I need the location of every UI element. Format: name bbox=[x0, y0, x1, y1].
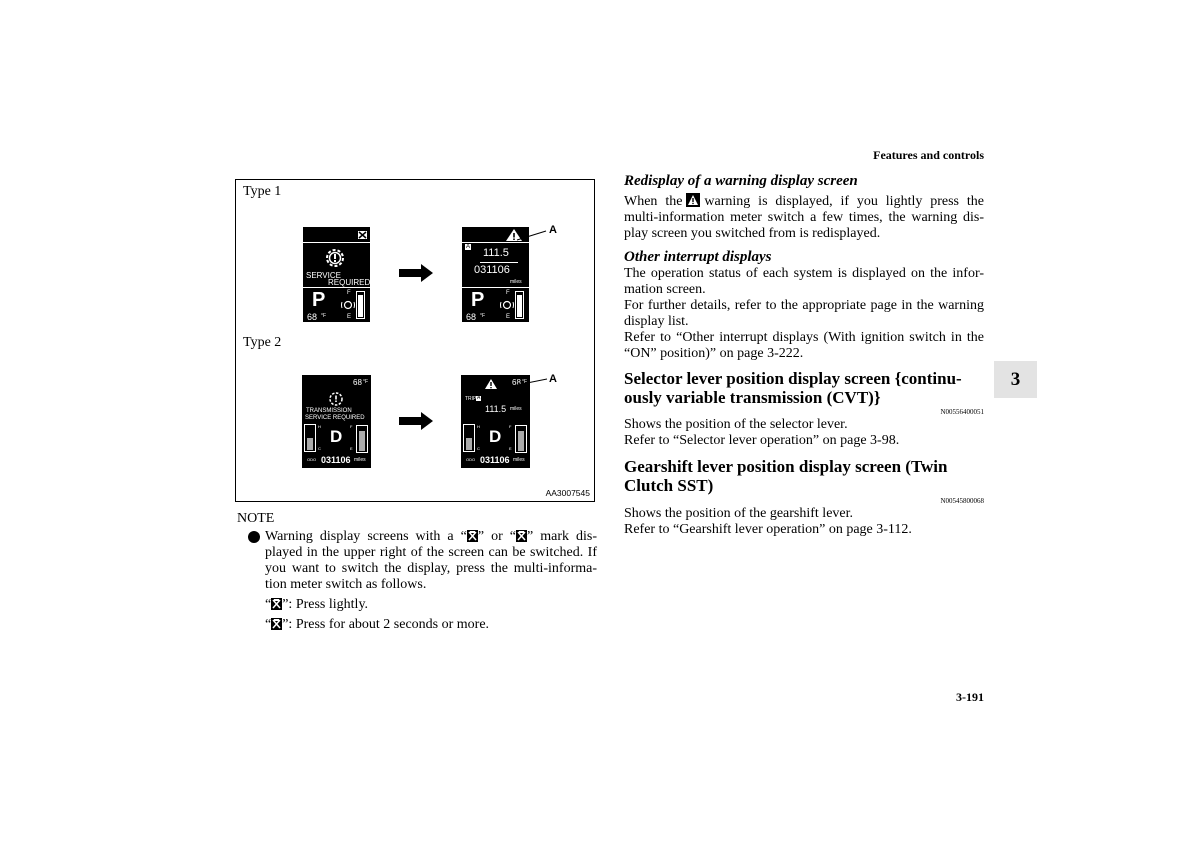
note-step-lightly: “ ”: Press lightly. bbox=[265, 597, 369, 612]
redisplay-line: multi-information meter switch a few times, the warning dis- bbox=[624, 210, 984, 225]
switch-mark-icon bbox=[467, 530, 478, 542]
hold-icon bbox=[341, 300, 355, 310]
note-body bbox=[265, 529, 597, 633]
redisplay-body bbox=[624, 193, 984, 242]
switch-mark-icon bbox=[271, 618, 282, 630]
gear-warning-icon bbox=[328, 391, 344, 407]
type2-trip-screen bbox=[461, 375, 530, 468]
note-line: played in the upper right of the screen can be switched. If bbox=[265, 545, 597, 560]
fuel-full-label: F bbox=[350, 424, 353, 429]
outside-temp: 68 bbox=[307, 312, 318, 322]
odometer-unit: miles bbox=[510, 279, 522, 285]
running-header: Features and controls bbox=[873, 148, 984, 162]
fuel-empty-label: E bbox=[506, 314, 511, 320]
odometer-value: 031106 bbox=[480, 455, 510, 465]
trip-value: 111.5 bbox=[483, 247, 509, 259]
interrupt-line: Refer to “Other interrupt displays (With ignition switch in the bbox=[624, 330, 984, 345]
note-title: NOTE bbox=[237, 511, 275, 526]
type1-warning-screen bbox=[303, 227, 370, 322]
gear-indicator: D bbox=[489, 427, 502, 446]
heading-line: ously variable transmission (CVT)} bbox=[624, 388, 881, 407]
interrupt-line: The operation status of each system is displayed on the infor- bbox=[624, 266, 984, 281]
figure-code: AA3007545 bbox=[545, 488, 590, 498]
fuel-full-label: F bbox=[509, 424, 512, 429]
fuel-gauge bbox=[515, 425, 527, 453]
heading-gearshift bbox=[624, 457, 984, 495]
type2-label: Type 2 bbox=[243, 335, 282, 350]
selector-body bbox=[624, 417, 984, 449]
gear-indicator: P bbox=[471, 289, 485, 311]
hold-icon bbox=[500, 300, 514, 310]
redisplay-line: play screen you switched from is redisplayed. bbox=[624, 226, 881, 241]
fuel-empty-label: E bbox=[347, 314, 352, 320]
temp-unit: °F bbox=[363, 379, 369, 385]
note-line: Warning display screens with a “ ” or “ ” mark dis- bbox=[265, 529, 598, 544]
switch-mark-icon bbox=[271, 598, 282, 610]
odometer-value: 031106 bbox=[474, 264, 510, 276]
temp-gauge bbox=[463, 424, 475, 452]
page-number: 3-191 bbox=[956, 690, 984, 704]
selector-line: Refer to “Selector lever operation” on page 3-98. bbox=[624, 433, 900, 448]
heading-redisplay: Redisplay of a warning display screen bbox=[624, 173, 858, 189]
selector-line: Shows the position of the selector lever. bbox=[624, 417, 848, 432]
note-line: tion meter switch as follows. bbox=[265, 577, 427, 592]
heading-interrupt: Other interrupt displays bbox=[624, 249, 772, 265]
temp-hot-label: H bbox=[477, 424, 480, 429]
temp-unit: °F bbox=[522, 379, 528, 385]
trip-unit: miles bbox=[510, 406, 522, 412]
callout-leader bbox=[511, 376, 549, 388]
note-step-hold: “ ”: Press for about 2 seconds or more. bbox=[265, 617, 490, 632]
outside-temp: 68 bbox=[353, 378, 362, 387]
callout-a: A bbox=[549, 373, 557, 385]
warning-triangle-icon bbox=[484, 378, 498, 390]
outside-temp: 68 bbox=[512, 378, 521, 387]
fuel-gauge bbox=[356, 425, 368, 453]
odo-label: ODO bbox=[307, 457, 317, 462]
transmission-line1: TRANSMISSION bbox=[306, 408, 352, 414]
interrupt-line: display list. bbox=[624, 314, 689, 329]
fuel-empty-label: E bbox=[350, 446, 353, 451]
switch-mark-icon bbox=[358, 231, 367, 239]
arrow-right-icon bbox=[399, 412, 433, 430]
gearshift-line: Shows the position of the gearshift lever. bbox=[624, 506, 854, 521]
interrupt-body bbox=[624, 266, 984, 362]
gearshift-line: Refer to “Gearshift lever operation” on page 3-112. bbox=[624, 522, 912, 537]
arrow-right-icon bbox=[399, 264, 433, 282]
section-code: N00545800068 bbox=[940, 497, 984, 505]
interrupt-line: “ON” position)” on page 3-222. bbox=[624, 346, 804, 361]
fuel-gauge bbox=[515, 291, 524, 319]
service-line1: SERVICE bbox=[306, 271, 341, 280]
interrupt-line: mation screen. bbox=[624, 282, 706, 297]
fuel-full-label: F bbox=[506, 290, 510, 296]
chapter-tab: 3 bbox=[994, 361, 1037, 398]
trip-tag: A bbox=[477, 395, 481, 401]
heading-line: Gearshift lever position display screen (Twin bbox=[624, 457, 948, 476]
heading-selector bbox=[624, 369, 984, 407]
fuel-full-label: F bbox=[347, 290, 351, 296]
warning-triangle-icon bbox=[686, 193, 700, 207]
odometer-value: 031106 bbox=[321, 455, 351, 465]
odo-label: ODO bbox=[466, 457, 476, 462]
trip-value: 111.5 bbox=[485, 404, 507, 414]
fuel-gauge bbox=[356, 291, 365, 319]
gear-indicator: P bbox=[312, 289, 326, 311]
trip-tag: A bbox=[466, 244, 471, 250]
callout-a: A bbox=[549, 224, 557, 236]
type1-label: Type 1 bbox=[243, 184, 282, 199]
redisplay-line: When the warning is displayed, if you lightly press the bbox=[624, 194, 984, 209]
gear-indicator: D bbox=[330, 427, 343, 446]
gearshift-body bbox=[624, 506, 984, 538]
section-code: N00556400051 bbox=[940, 408, 984, 416]
switch-mark-icon bbox=[516, 530, 527, 542]
heading-line: Clutch SST) bbox=[624, 476, 714, 495]
callout-leader bbox=[516, 228, 548, 242]
heading-line: Selector lever position display screen {continu- bbox=[624, 369, 962, 388]
type2-warning-screen bbox=[302, 375, 371, 468]
temp-gauge bbox=[304, 424, 316, 452]
odometer-unit: miles bbox=[513, 457, 525, 463]
service-line2: REQUIRED bbox=[328, 278, 370, 287]
gear-warning-icon bbox=[323, 246, 347, 270]
transmission-line2: SERVICE REQUIRED bbox=[305, 415, 365, 421]
temp-hot-label: H bbox=[318, 424, 321, 429]
trip-label: TRIP bbox=[465, 396, 477, 402]
interrupt-line: For further details, refer to the appropriate page in the warning bbox=[624, 298, 984, 313]
note-line: you want to switch the display, press the multi-informa- bbox=[265, 561, 597, 576]
odometer-unit: miles bbox=[354, 457, 366, 463]
temp-unit: °F bbox=[480, 313, 486, 319]
outside-temp: 68 bbox=[466, 312, 477, 322]
bullet-dot bbox=[248, 531, 260, 543]
temp-cold-label: C bbox=[318, 446, 321, 451]
temp-unit: °F bbox=[321, 313, 327, 319]
figure-display-screens bbox=[235, 179, 595, 502]
fuel-empty-label: E bbox=[509, 446, 512, 451]
temp-cold-label: C bbox=[477, 446, 480, 451]
